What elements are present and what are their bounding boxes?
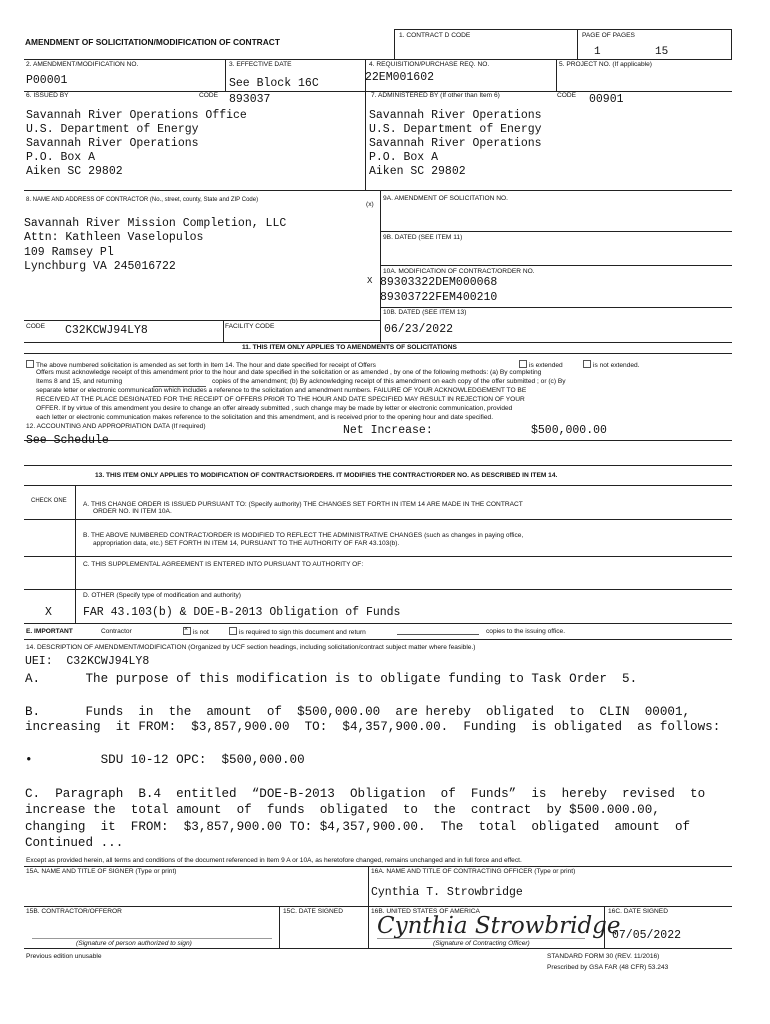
rule <box>24 556 732 557</box>
facility-code-label: FACILITY CODE <box>225 323 275 330</box>
description-line: A. The purpose of this modification is to obligate funding to Task Order 5. <box>25 672 638 686</box>
checkbox-extended[interactable] <box>519 360 527 368</box>
signer-label: 15A. NAME AND TITLE OF SIGNER (Type or print) <box>26 868 177 875</box>
description-line: increase the total amount of funds obligated to the contract by $500.000.00, <box>25 803 660 817</box>
rule <box>24 342 732 343</box>
item11-text: The above numbered solicitation is amended as set forth in Item 14. The hour and date specified for receipt of Offers <box>36 362 376 369</box>
rule <box>394 29 732 30</box>
rule <box>24 519 732 520</box>
check-one-label: CHECK ONE <box>31 498 67 504</box>
rule <box>380 307 732 308</box>
copies-return-blank[interactable] <box>397 634 479 635</box>
checkbox[interactable] <box>26 360 34 368</box>
rule <box>24 440 732 441</box>
signature-line <box>377 938 585 939</box>
item11-line: Items 8 and 15, and returning <box>36 378 123 385</box>
administered-code-label: CODE <box>557 92 577 99</box>
description-line: changing it FROM: $3,857,900.00 TO: $4,357,900.00. The total obligated amount of <box>25 820 691 834</box>
officer-label: 16A. NAME AND TITLE OF CONTRACTING OFFICER (Type or print) <box>371 868 576 875</box>
net-increase-label: Net Increase: <box>343 424 433 437</box>
administered-label: 7. ADMINISTERED BY (If other than Item 6) <box>371 92 500 99</box>
issued-by-label: 6. ISSUED BY <box>26 92 69 99</box>
rule <box>368 866 369 948</box>
administered-code: 00901 <box>589 93 624 106</box>
mod-number: 89303722FEM400210 <box>380 291 498 304</box>
signature-line <box>32 938 272 939</box>
contract-id-code-label: 1. CONTRACT D CODE <box>399 32 471 39</box>
page-number: 1 <box>594 46 601 58</box>
signed-date: 07/05/2022 <box>612 929 682 942</box>
officer-name: Cynthia T. Strowbridge <box>371 886 523 899</box>
dated-10b: 06/23/2022 <box>384 323 454 336</box>
item13a-line: A. THIS CHANGE ORDER IS ISSUED PURSUANT TO: (Specify authority) THE CHANGES SET FORTH IN ITEM 14 ARE MADE IN THE CONTRACT <box>83 501 523 508</box>
rule <box>24 465 732 466</box>
rule <box>279 906 280 948</box>
effective-date-label: 3. EFFECTIVE DATE <box>229 61 292 68</box>
total-pages: 15 <box>655 46 669 58</box>
contractor-line: Lynchburg VA 245016722 <box>24 260 176 273</box>
rule <box>556 59 557 91</box>
checkbox-not-extended[interactable] <box>583 360 591 368</box>
issued-by-line: Aiken SC 29802 <box>26 165 123 178</box>
requisition-no: 22EM001602 <box>365 71 435 84</box>
standard-form: STANDARD FORM 30 (REV. 11/2016) <box>547 953 660 960</box>
date-signed-15c-label: 15C. DATE SIGNED <box>283 908 343 915</box>
administered-line: P.O. Box A <box>369 151 439 164</box>
rule <box>24 639 732 640</box>
code-label: CODE <box>26 323 46 330</box>
rule <box>24 623 732 624</box>
mod-number: 89303322DEM000068 <box>380 276 498 289</box>
description-line: Continued ... <box>25 836 124 850</box>
administered-line: U.S. Department of Energy <box>369 123 542 136</box>
description-line: increasing it FROM: $3,857,900.00 TO: $4,357,900.00. Funding is obligated as follows: <box>25 720 721 734</box>
rule <box>24 906 732 907</box>
rule <box>24 320 380 321</box>
previous-edition: Previous edition unusable <box>26 953 102 960</box>
rule <box>394 29 395 59</box>
item11-heading: 11. THIS ITEM ONLY APPLIES TO AMENDMENTS OF SOLICITATIONS <box>242 344 457 351</box>
rule <box>24 485 732 486</box>
rule <box>75 485 76 623</box>
item13b-line: B. THE ABOVE NUMBERED CONTRACT/ORDER IS MODIFIED TO REFLECT THE ADMINISTRATIVE CHANGES (such as changes in paying office, <box>83 532 524 539</box>
important-contractor: Contractor <box>101 628 132 635</box>
requisition-label: 4. REQUISITION/PURCHASE REQ. NO. <box>369 61 490 68</box>
effective-date: See Block 16C <box>229 77 319 90</box>
rule <box>577 29 578 59</box>
description-line: C. Paragraph B.4 entitled “DOE-B-2013 Obligation of Funds” is hereby revised to <box>25 787 706 801</box>
description-line: UEI: C32KCWJ94LY8 <box>25 655 150 668</box>
contractor-line: Attn: Kathleen Vaselopulos <box>24 231 204 244</box>
contractor-line: Savannah River Mission Completion, LLC <box>24 217 287 230</box>
form-title: AMENDMENT OF SOLICITATION/MODIFICATION OF CONTRACT <box>25 37 280 47</box>
usa-label: 16B. UNITED STATES OF AMERICA <box>371 908 480 915</box>
issued-code: 893037 <box>229 93 271 106</box>
is-required-label: is required to sign this document and return <box>239 629 366 636</box>
rule <box>24 353 732 354</box>
checkbox-is-not[interactable] <box>183 627 191 635</box>
description-line: B. Funds in the amount of $500,000.00 are hereby obligated to CLIN 00001, <box>25 705 691 719</box>
item13a-line: ORDER NO. IN ITEM 10A. <box>93 508 172 515</box>
rule <box>380 265 732 266</box>
item13c-line: C. THIS SUPPLEMENTAL AGREEMENT IS ENTERED INTO PURSUANT TO AUTHORITY OF: <box>83 561 364 568</box>
dated-9b-label: 9B. DATED (SEE ITEM 11) <box>383 234 463 241</box>
prescribed-by: Prescribed by GSA FAR (48 CFR) 53.243 <box>547 964 669 971</box>
item14-label: 14. DESCRIPTION OF AMENDMENT/MODIFICATION (Organized by UCF section headings, including solicitation/contract subject matter where feasible.) <box>26 644 476 651</box>
contractor-offeror-label: 15B. CONTRACTOR/OFFEROR <box>26 908 122 915</box>
item13-heading: 13. THIS ITEM ONLY APPLIES TO MODIFICATION OF CONTRACTS/ORDERS. IT MODIFIES THE CONTRACT/ORDER NO. AS DESCRIBED IN ITEM 14. <box>95 472 558 479</box>
item11-line: each letter or electronic communication makes reference to the solicitation and this amendment, and is received prior to the opening hour and date specified. <box>36 414 494 421</box>
page-of-pages-label: PAGE OF PAGES <box>582 32 635 39</box>
issued-by-line: Savannah River Operations <box>26 137 199 150</box>
item11-line: RECEIVED AT THE PLACE DESIGNATED FOR THE RECEIPT OF OFFERS PRIOR TO THE HOUR AND DATE SPECIFIED MAY RESULT IN REJECTION OF YOUR <box>36 396 525 403</box>
contractor-code: C32KCWJ94LY8 <box>65 324 148 337</box>
not-extended-option <box>583 360 640 371</box>
accounting-data: See Schedule <box>26 434 109 447</box>
item13d-line: D. OTHER (Specify type of modification and authority) <box>83 592 241 599</box>
rule <box>24 59 732 60</box>
issued-by-line: Savannah River Operations Office <box>26 109 247 122</box>
item13d-authority: FAR 43.103(b) & DOE-B-2013 Obligation of Funds <box>83 606 401 619</box>
amendment-no-label: 2. AMENDMENT/MODIFICATION NO. <box>26 61 139 68</box>
is-not-label: is not <box>193 629 209 636</box>
item11-line: copies of the amendment; (b) By acknowledging receipt of this amendment on each copy of the offer submitted ; or (c) By <box>212 378 566 385</box>
signature-officer-caption: (Signature of Contracting Officer) <box>433 940 530 947</box>
issued-by-line: U.S. Department of Energy <box>26 123 199 136</box>
contractor-line: 109 Ramsey Pl <box>24 246 114 259</box>
administered-line: Aiken SC 29802 <box>369 165 466 178</box>
administered-line: Savannah River Operations <box>369 137 542 150</box>
amend-solicit-label: 9A. AMENDMENT OF SOLICITATION NO. <box>383 195 508 202</box>
checkbox-is-not-mark: × <box>184 626 189 633</box>
rule <box>24 866 732 867</box>
contractor-label: 8. NAME AND ADDRESS OF CONTRACTOR (No., street, county, State and ZIP Code) <box>26 197 259 203</box>
rule <box>24 190 732 191</box>
rule <box>380 231 732 232</box>
x-marker-label: (x) <box>366 201 374 208</box>
administered-line: Savannah River Operations <box>369 109 542 122</box>
issued-code-label: CODE <box>199 92 219 99</box>
important-label: E. IMPORTANT <box>26 628 73 635</box>
is-not-option <box>183 627 209 637</box>
mod-contract-label: 10A. MODIFICATION OF CONTRACT/ORDER NO. <box>383 268 535 275</box>
rule <box>225 59 226 91</box>
item13b-line: appropriation data, etc.) SET FORTH IN ITEM 14, PURSUANT TO THE AUTHORITY OF FAR 43.103(b). <box>93 540 400 547</box>
rule <box>380 190 381 342</box>
item13d-x-marker: X <box>45 606 52 619</box>
copies-label: copies to the issuing office. <box>486 628 566 635</box>
is-required-option <box>229 627 366 637</box>
checkbox-is-required[interactable] <box>229 627 237 635</box>
except-text: Except as provided herein, all terms and conditions of the document referenced in Item 9 A or 10A, as heretofore changed, remains unchanged and in full force and effect. <box>26 857 522 864</box>
project-no-label: 5. PROJECT NO. (If applicable) <box>559 61 652 68</box>
amendment-no: P00001 <box>26 74 68 87</box>
date-signed-16c-label: 16C. DATE SIGNED <box>608 908 668 915</box>
item12-label: 12. ACCOUNTING AND APPROPRIATION DATA (If required) <box>26 423 206 430</box>
is-not-extended-label: is not extended. <box>593 362 640 369</box>
issued-by-line: P.O. Box A <box>26 151 96 164</box>
officer-signature: Cynthia Strowbridge <box>377 913 621 939</box>
mod-x-marker: X <box>367 276 373 286</box>
net-increase-value: $500,000.00 <box>531 424 607 437</box>
rule <box>24 589 732 590</box>
item11-line: Offers must acknowledge receipt of this amendment prior to the hour and date specified in the solicitation or as amended , by one of the following methods: (a) By completing <box>36 369 542 376</box>
rule <box>223 320 224 342</box>
signature-person-caption: (Signature of person authorized to sign) <box>76 940 192 947</box>
dated-10b-label: 10B. DATED (SEE ITEM 13) <box>383 309 467 316</box>
is-extended-label: is extended <box>529 362 563 369</box>
description-line: • SDU 10-12 OPC: $500,000.00 <box>25 753 305 767</box>
item11-line: separate letter or electronic communication which includes a reference to the solicitation and amendment numbers. FAILURE OF YOUR ACKNOWLEDGEMENT TO BE <box>36 387 527 394</box>
item11-line: OFFER. If by virtue of this amendment you desire to change an offer already submitted , such change may be made by letter or electronic communication, provided <box>36 405 513 412</box>
rule <box>24 948 732 949</box>
rule <box>731 29 732 59</box>
